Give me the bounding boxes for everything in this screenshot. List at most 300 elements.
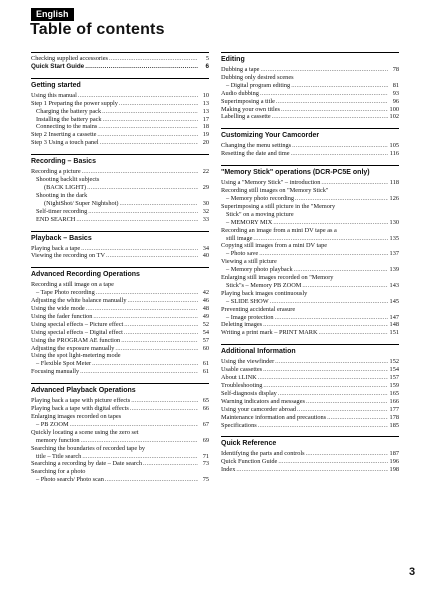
dot-leader bbox=[302, 282, 388, 290]
toc-entry[interactable] bbox=[31, 368, 209, 376]
toc-entry-line: Shooting backlit subjects bbox=[36, 176, 100, 184]
dot-leader bbox=[263, 321, 388, 329]
toc-entry-line: Playing back images continuously bbox=[221, 289, 308, 297]
dot-leader bbox=[119, 100, 198, 108]
toc-entry-title: – Memory photo playback bbox=[226, 266, 293, 274]
toc-entry[interactable] bbox=[221, 82, 399, 90]
toc-page-number: 46 bbox=[202, 297, 209, 305]
toc-page-number: 73 bbox=[202, 460, 209, 468]
toc-entry-title: Using the fader function bbox=[31, 312, 93, 320]
dot-leader bbox=[295, 195, 388, 203]
toc-page-number: 69 bbox=[202, 436, 209, 444]
toc-page-number: 151 bbox=[389, 329, 399, 337]
toc-entry[interactable] bbox=[31, 168, 209, 176]
dot-leader bbox=[127, 297, 198, 305]
toc-entry-title: (BACK LIGHT) bbox=[44, 183, 87, 191]
dot-leader bbox=[258, 422, 388, 430]
dot-leader bbox=[291, 82, 388, 90]
toc-section bbox=[31, 52, 209, 71]
toc-entry[interactable] bbox=[31, 216, 209, 224]
toc-page-number: 96 bbox=[392, 97, 399, 105]
toc-entry-title: Quick Function Guide bbox=[221, 458, 278, 466]
dot-leader bbox=[109, 55, 198, 63]
toc-page-number: 6 bbox=[205, 62, 209, 70]
toc-page-number: 13 bbox=[202, 107, 209, 115]
toc-entry[interactable] bbox=[221, 113, 399, 121]
toc-entry-title: Labelling a cassette bbox=[221, 113, 271, 121]
toc-entry[interactable] bbox=[221, 406, 399, 414]
toc-entry-title: – SLIDE SHOW bbox=[226, 297, 269, 305]
toc-entry-title: – Memory photo recording bbox=[226, 194, 295, 202]
toc-entry[interactable] bbox=[221, 422, 399, 430]
toc-entry-line: Enlarging images recorded on tapes bbox=[31, 413, 122, 420]
toc-page-number: 78 bbox=[392, 66, 399, 73]
dot-leader bbox=[120, 200, 198, 208]
toc-page-number: 49 bbox=[202, 312, 209, 320]
dot-leader bbox=[260, 90, 388, 98]
toc-entry-line: Dubbing only desired scenes bbox=[221, 73, 294, 81]
dot-leader bbox=[105, 476, 198, 484]
toc-entry[interactable] bbox=[31, 360, 209, 368]
toc-entry-title: About i.LINK bbox=[221, 374, 257, 382]
page-title: Table of contents bbox=[30, 21, 165, 38]
toc-entry-title: – Flexible Spot Meter bbox=[36, 360, 92, 368]
dot-leader bbox=[88, 208, 198, 216]
section-heading: Playback – Basics bbox=[31, 231, 209, 243]
dot-leader bbox=[102, 108, 198, 116]
toc-entry-line: Preventing accidental erasure bbox=[221, 305, 296, 313]
toc-entry-title: Quick Start Guide bbox=[31, 62, 85, 70]
toc-entry[interactable] bbox=[221, 321, 399, 329]
toc-section bbox=[221, 344, 399, 429]
dot-leader bbox=[115, 345, 198, 353]
toc-entry[interactable] bbox=[221, 195, 399, 203]
toc-entry-title: Recording a picture bbox=[31, 168, 81, 176]
dot-leader bbox=[275, 358, 388, 366]
dot-leader bbox=[306, 450, 388, 458]
toc-page-number: 30 bbox=[202, 199, 209, 207]
toc-section bbox=[221, 165, 399, 337]
dot-leader bbox=[275, 314, 388, 322]
toc-entry[interactable] bbox=[31, 437, 209, 445]
section-heading: Recording – Basics bbox=[31, 154, 209, 166]
toc-entry-title: – Photo search/ Photo scan bbox=[36, 476, 104, 484]
dot-leader bbox=[143, 460, 198, 468]
dot-leader bbox=[82, 168, 198, 176]
toc-page-number: 159 bbox=[389, 382, 399, 389]
toc-page-number: 177 bbox=[389, 405, 399, 413]
toc-page-number: 54 bbox=[202, 328, 209, 336]
toc-entry-title: Self-timer recording bbox=[36, 207, 88, 215]
toc-entry-title: Using your camcorder abroad bbox=[221, 405, 297, 413]
toc-entry[interactable] bbox=[221, 106, 399, 114]
toc-page-number: 75 bbox=[202, 476, 209, 484]
toc-entry-line: Searching for a photo bbox=[31, 468, 86, 476]
toc-entry[interactable] bbox=[31, 397, 209, 405]
toc-entry[interactable] bbox=[31, 289, 209, 297]
toc-entry-title: Searching a recording by date – Date search bbox=[31, 460, 143, 468]
dot-leader bbox=[80, 368, 198, 376]
section-heading: Customizing Your Camcorder bbox=[221, 128, 399, 140]
toc-page-number: 137 bbox=[389, 250, 399, 258]
toc-page-number: 102 bbox=[389, 113, 399, 121]
toc-entry[interactable] bbox=[221, 150, 399, 158]
toc-page-number: 152 bbox=[389, 358, 399, 366]
toc-entry-title: Adjusting the exposure manually bbox=[31, 344, 115, 352]
toc-entry[interactable] bbox=[31, 345, 209, 353]
dot-leader bbox=[86, 305, 198, 313]
toc-page-number: 61 bbox=[202, 360, 209, 368]
toc-page-number: 52 bbox=[202, 320, 209, 328]
toc-entry-title: Using the wide mode bbox=[31, 305, 85, 313]
toc-entry[interactable] bbox=[221, 298, 399, 306]
dot-leader bbox=[93, 313, 198, 321]
toc-entry[interactable] bbox=[221, 142, 399, 150]
toc-page-number: 148 bbox=[389, 321, 399, 329]
toc-page-number: 118 bbox=[389, 179, 399, 187]
toc-entry[interactable] bbox=[221, 374, 399, 382]
toc-entry[interactable] bbox=[221, 329, 399, 337]
toc-entry-line: Quickly locating a scene using the zero set bbox=[31, 428, 139, 436]
toc-entry-line: Shooting in the dark bbox=[36, 191, 88, 199]
dot-leader bbox=[253, 235, 388, 243]
toc-page-number: 29 bbox=[202, 183, 209, 191]
dot-leader bbox=[319, 329, 388, 337]
toc-page-number: 20 bbox=[202, 139, 209, 147]
toc-page-number: 157 bbox=[389, 374, 399, 382]
toc-entry[interactable] bbox=[221, 66, 399, 74]
section-heading: Getting started bbox=[31, 78, 209, 90]
toc-entry-title: Using special effects – Digital effect bbox=[31, 328, 123, 336]
toc-page-number: 33 bbox=[202, 215, 209, 223]
toc-entry-line: Searching the boundaries of recorded tape by bbox=[31, 444, 145, 452]
toc-entry-title: memory function bbox=[36, 436, 80, 444]
toc-entry-title: Checking supplied accessories bbox=[31, 55, 108, 62]
dot-leader bbox=[273, 219, 388, 227]
toc-page-number: 143 bbox=[389, 281, 399, 289]
toc-page-number: 135 bbox=[389, 234, 399, 242]
toc-entry-line: Recording a still image on a tape bbox=[31, 281, 114, 289]
toc-section bbox=[221, 128, 399, 158]
toc-entry[interactable] bbox=[221, 219, 399, 227]
dot-leader bbox=[124, 321, 198, 329]
dot-leader bbox=[276, 98, 388, 106]
toc-entry-line: Viewing a still picture bbox=[221, 258, 277, 266]
dot-leader bbox=[272, 113, 388, 121]
toc-entry[interactable] bbox=[31, 321, 209, 329]
toc-entry[interactable] bbox=[31, 184, 209, 192]
dot-leader bbox=[263, 382, 388, 390]
toc-entry[interactable] bbox=[31, 108, 209, 116]
toc-entry-title: Identifying the parts and controls bbox=[221, 450, 305, 458]
dot-leader bbox=[103, 116, 198, 124]
toc-page-number: 65 bbox=[202, 397, 209, 405]
toc-entry-title: Using the viewfinder bbox=[221, 358, 275, 366]
section-heading: Advanced Playback Operations bbox=[31, 383, 209, 395]
toc-page-number: 187 bbox=[389, 450, 399, 458]
toc-entry-title: Step 2 Inserting a cassette bbox=[31, 131, 97, 139]
toc-page-number: 57 bbox=[202, 336, 209, 344]
toc-entry[interactable] bbox=[31, 139, 209, 147]
toc-entry[interactable] bbox=[31, 297, 209, 305]
toc-entry[interactable] bbox=[221, 366, 399, 374]
toc-entry-title: Index bbox=[221, 466, 236, 474]
toc-entry-line: Using the spot light-metering mode bbox=[31, 352, 121, 360]
toc-entry-title: Changing the menu settings bbox=[221, 142, 292, 150]
toc-page-number: 34 bbox=[202, 244, 209, 252]
language-tab: English bbox=[31, 8, 74, 21]
toc-section bbox=[221, 52, 399, 121]
toc-entry[interactable] bbox=[31, 123, 209, 131]
dot-leader bbox=[278, 458, 388, 466]
toc-entry[interactable] bbox=[31, 100, 209, 108]
toc-entry[interactable] bbox=[221, 358, 399, 366]
toc-entry-title: Maintenance information and precautions bbox=[221, 413, 327, 421]
toc-entry[interactable] bbox=[221, 414, 399, 422]
dot-leader bbox=[270, 298, 388, 306]
dot-leader bbox=[87, 184, 198, 192]
toc-entry[interactable] bbox=[31, 460, 209, 468]
dot-leader bbox=[291, 150, 388, 158]
toc-entry[interactable] bbox=[221, 179, 399, 187]
toc-entry-title: Focusing manually bbox=[31, 368, 80, 376]
toc-entry-title: Warning indicators and messages bbox=[221, 397, 305, 405]
toc-entry[interactable] bbox=[221, 382, 399, 390]
dot-leader bbox=[131, 397, 198, 405]
toc-page-number: 126 bbox=[389, 194, 399, 202]
dot-leader bbox=[81, 437, 198, 445]
toc-entry-line: Stick" on a moving picture bbox=[226, 210, 294, 218]
toc-entry-title: Troubleshooting bbox=[221, 382, 263, 389]
toc-entry[interactable] bbox=[221, 98, 399, 106]
dot-leader bbox=[306, 398, 388, 406]
toc-page-number: 61 bbox=[202, 368, 209, 376]
toc-page-number: 81 bbox=[392, 81, 399, 89]
page-number: 3 bbox=[409, 566, 416, 578]
toc-page-number: 165 bbox=[389, 389, 399, 397]
toc-entry-title: Self-diagnosis display bbox=[221, 389, 277, 397]
toc-page-number: 185 bbox=[389, 421, 399, 429]
toc-entry-title: Playing back a tape with picture effects bbox=[31, 397, 131, 405]
toc-entry[interactable] bbox=[31, 245, 209, 253]
toc-section bbox=[31, 231, 209, 261]
toc-page-number: 145 bbox=[389, 297, 399, 305]
toc-entry-title: Adjusting the white balance manually bbox=[31, 297, 127, 305]
toc-page-number: 178 bbox=[389, 413, 399, 421]
toc-entry-title: – Digital program editing bbox=[226, 81, 291, 89]
dot-leader bbox=[292, 142, 388, 150]
dot-leader bbox=[259, 250, 388, 258]
dot-leader bbox=[327, 414, 388, 422]
section-heading: "Memory Stick" operations (DCR-PC5E only) bbox=[221, 165, 399, 177]
toc-page-number: 100 bbox=[389, 105, 399, 113]
toc-entry-title: Stick"s – Memory PB ZOOM bbox=[226, 281, 302, 289]
dot-leader bbox=[97, 131, 198, 139]
toc-page-number: 198 bbox=[389, 466, 399, 474]
toc-entry[interactable] bbox=[31, 92, 209, 100]
dot-leader bbox=[297, 406, 388, 414]
dot-leader bbox=[81, 245, 198, 253]
toc-entry-title: Using the PROGRAM AE function bbox=[31, 336, 121, 344]
dot-leader bbox=[78, 92, 198, 100]
dot-leader bbox=[263, 366, 388, 374]
toc-page-number: 130 bbox=[389, 218, 399, 226]
dot-leader bbox=[278, 390, 388, 398]
toc-entry[interactable] bbox=[31, 405, 209, 413]
toc-entry-title: Charging the battery pack bbox=[36, 107, 102, 115]
toc-entry-title: Writing a print mark – PRINT MARK bbox=[221, 329, 318, 337]
toc-entry-line: Copying still images from a mini DV tape bbox=[221, 242, 328, 250]
toc-page-number: 67 bbox=[202, 420, 209, 428]
toc-entry[interactable] bbox=[221, 314, 399, 322]
toc-entry[interactable] bbox=[31, 63, 209, 71]
toc-page-number: 13 bbox=[202, 99, 209, 107]
section-heading: Editing bbox=[221, 52, 399, 64]
toc-page-number: 147 bbox=[389, 313, 399, 321]
dot-leader bbox=[236, 466, 388, 474]
toc-entry[interactable] bbox=[31, 200, 209, 208]
toc-entry-title: END SEARCH bbox=[36, 215, 76, 223]
toc-page-number: 19 bbox=[202, 131, 209, 139]
toc-entry-line: Recording an image from a mini DV tape as a bbox=[221, 226, 337, 234]
toc-entry[interactable] bbox=[31, 131, 209, 139]
dot-leader bbox=[294, 266, 388, 274]
toc-page-number: 116 bbox=[389, 150, 399, 158]
dot-leader bbox=[82, 453, 198, 461]
toc-section bbox=[31, 154, 209, 223]
section-heading: Additional Information bbox=[221, 344, 399, 356]
toc-entry[interactable] bbox=[31, 305, 209, 313]
toc-page-number: 166 bbox=[389, 397, 399, 405]
toc-entry[interactable] bbox=[221, 235, 399, 243]
dot-leader bbox=[106, 252, 198, 260]
toc-entry[interactable] bbox=[221, 250, 399, 258]
toc-entry[interactable] bbox=[221, 450, 399, 458]
toc-page-number: 22 bbox=[202, 168, 209, 176]
toc-entry-title: Playing back a tape with digital effects bbox=[31, 405, 129, 413]
dot-leader bbox=[124, 329, 198, 337]
toc-page-number: 60 bbox=[202, 344, 209, 352]
toc-page-number: 10 bbox=[202, 91, 209, 99]
toc-entry-title: Making your own titles bbox=[221, 105, 280, 113]
section-heading: Quick Reference bbox=[221, 436, 399, 448]
toc-entry[interactable] bbox=[221, 466, 399, 474]
toc-entry-title: – Photo save bbox=[226, 250, 259, 258]
toc-entry-title: Using this manual bbox=[31, 91, 77, 99]
toc-entry[interactable] bbox=[221, 398, 399, 406]
toc-entry[interactable] bbox=[31, 421, 209, 429]
toc-page-number: 5 bbox=[205, 55, 209, 62]
dot-leader bbox=[130, 405, 198, 413]
dot-leader bbox=[321, 179, 388, 187]
dot-leader bbox=[281, 106, 388, 114]
toc-section bbox=[31, 383, 209, 484]
toc-entry-title: (NightShot/ Super Nightshot) bbox=[44, 199, 119, 207]
toc-entry-title: – PB ZOOM bbox=[36, 420, 69, 428]
toc-entry-title: Superimposing a title bbox=[221, 97, 275, 105]
dot-leader bbox=[85, 63, 198, 71]
toc-entry-title: Using special effects – Picture effect bbox=[31, 320, 124, 328]
toc-entry[interactable] bbox=[31, 208, 209, 216]
toc-page-number: 48 bbox=[202, 305, 209, 313]
toc-entry-title: Step 3 Using a touch panel bbox=[31, 139, 99, 147]
toc-page-number: 66 bbox=[202, 405, 209, 413]
toc-entry-title: Connecting to the mains bbox=[36, 123, 98, 131]
toc-entry[interactable] bbox=[31, 252, 209, 260]
toc-right-column bbox=[221, 52, 399, 481]
toc-entry-line: Enlarging still images recorded on "Memory bbox=[221, 274, 334, 282]
toc-entry-line: Recording still images on "Memory Stick" bbox=[221, 187, 329, 195]
toc-entry[interactable] bbox=[221, 458, 399, 466]
toc-entry[interactable] bbox=[221, 390, 399, 398]
toc-page-number: 17 bbox=[202, 115, 209, 123]
dot-leader bbox=[76, 216, 198, 224]
toc-entry-title: title – Title search bbox=[36, 452, 82, 460]
toc-page-number: 18 bbox=[202, 123, 209, 131]
toc-entry-title: Audio dubbing bbox=[221, 89, 259, 97]
toc-entry[interactable] bbox=[31, 313, 209, 321]
toc-page-number: 40 bbox=[202, 252, 209, 260]
toc-page-number: 196 bbox=[389, 458, 399, 466]
toc-entry-title: Playing back a tape bbox=[31, 244, 81, 252]
toc-entry-title: – MEMORY MIX bbox=[226, 218, 273, 226]
toc-entry-title: Usable cassettes bbox=[221, 366, 263, 374]
toc-entry-title: Specifications bbox=[221, 421, 257, 429]
dot-leader bbox=[260, 66, 388, 74]
toc-section bbox=[31, 78, 209, 147]
toc-section bbox=[31, 267, 209, 376]
dot-leader bbox=[100, 139, 198, 147]
toc-entry[interactable] bbox=[221, 90, 399, 98]
toc-entry-title: Deleting images bbox=[221, 321, 263, 329]
toc-entry-title: Viewing the recording on TV bbox=[31, 252, 106, 260]
toc-entry-title: Using a "Memory Stick" – introduction bbox=[221, 179, 321, 187]
dot-leader bbox=[96, 289, 198, 297]
toc-page-number: 42 bbox=[202, 289, 209, 297]
toc-entry-line: Superimposing a still picture in the "Memory bbox=[221, 202, 336, 210]
toc-page-number: 105 bbox=[389, 142, 399, 150]
toc-page-number: 93 bbox=[392, 89, 399, 97]
dot-leader bbox=[92, 360, 198, 368]
dot-leader bbox=[258, 374, 388, 382]
toc-entry-title: still image bbox=[226, 234, 253, 242]
toc-page-number: 154 bbox=[389, 366, 399, 374]
dot-leader bbox=[70, 421, 198, 429]
toc-entry-title: Resetting the date and time bbox=[221, 150, 290, 158]
toc-entry-title: Dubbing a tape bbox=[221, 66, 260, 73]
toc-entry-title: – Tape Photo recording bbox=[36, 289, 95, 297]
toc-entry[interactable] bbox=[31, 55, 209, 63]
dot-leader bbox=[98, 123, 198, 131]
toc-entry[interactable] bbox=[221, 282, 399, 290]
toc-page-number: 32 bbox=[202, 207, 209, 215]
section-heading: Advanced Recording Operations bbox=[31, 267, 209, 279]
toc-entry[interactable] bbox=[221, 266, 399, 274]
toc-page-number: 139 bbox=[389, 266, 399, 274]
toc-page-number: 71 bbox=[202, 452, 209, 460]
toc-left-column bbox=[31, 52, 209, 491]
toc-section bbox=[221, 436, 399, 474]
toc-entry[interactable] bbox=[31, 453, 209, 461]
toc-entry[interactable] bbox=[31, 476, 209, 484]
toc-entry-title: Installing the battery pack bbox=[36, 115, 102, 123]
toc-entry[interactable] bbox=[31, 337, 209, 345]
toc-entry[interactable] bbox=[31, 116, 209, 124]
dot-leader bbox=[121, 337, 198, 345]
toc-entry[interactable] bbox=[31, 329, 209, 337]
toc-entry-title: – Image protection bbox=[226, 313, 274, 321]
toc-entry-title: Step 1 Preparing the power supply bbox=[31, 99, 118, 107]
